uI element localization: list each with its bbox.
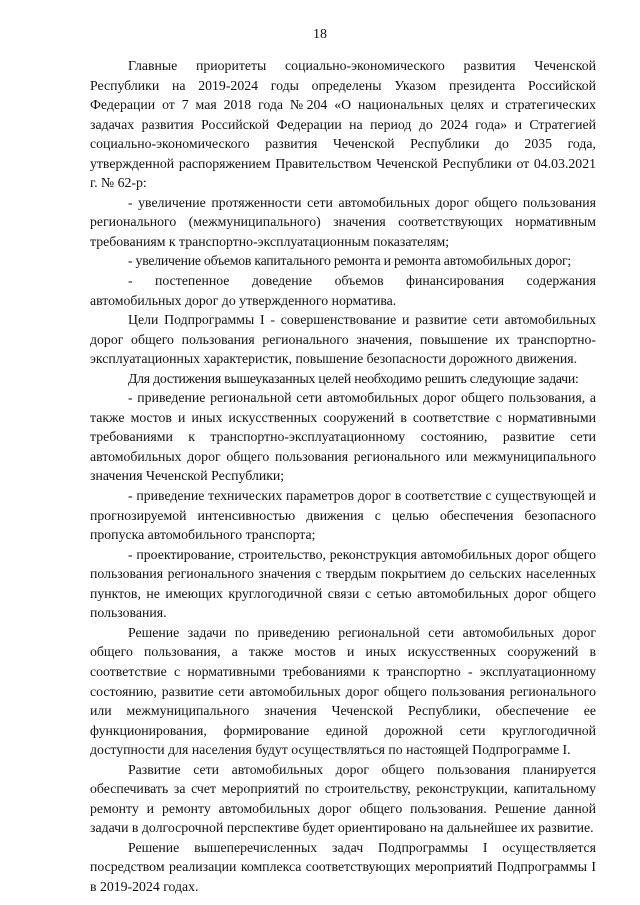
paragraph-task-solution: Решение задачи по приведению региональной сети автомобильных дорог общего пользования, а также мостов и иных искусственных сооружений в соответствие с нормативными требованиями к транспортно - эксплуатационному состоянию, развитие сети автомобильных дорог общего пользования регионального или межмуниципального значения Чеченской Республики, обеспечение ее функционирования, формирование единой дорожной сети круглогодичной доступности для населения будут осуществляться по настоящей Подпрограмме I. <box>90 624 596 758</box>
paragraph-priorities: Главные приоритеты социально-экономического развития Чеченской Республики на 2019-2024 годы определены Указом президента Российской Федерации от 7 мая 2018 года №204 «О национальных целях и стратегических задачах развития Российской Федерации на период до 2024 года» и Стратегией социально-экономического развития Чеченской Республики до 2035 года, утвержденной распоряжением Правительством Чеченской Республики от 04.03.2021 г. № 62-р: <box>90 58 596 191</box>
paragraph-tasks-intro: Для достижения вышеуказанных целей необходимо решить следующие задачи: <box>128 370 579 386</box>
document-body <box>90 56 596 897</box>
paragraph-development: Развитие сети автомобильных дорог общего пользования планируется обеспечивать за счет мероприятий по строительству, реконструкции, капитальному ремонту и ремонту автомобильных дорог общего пользования. Решение данной задачи в долгосрочной перспективе будет ориентировано на дальнейшее их развитие. <box>90 761 596 836</box>
paragraph-implementation: Решение вышеперечисленных задач Подпрограммы I осуществляется посредством реализации комплекса соответствующих мероприятий Подпрограммы I в 2019-2024 годах. <box>90 839 596 894</box>
list-item-construction: - проектирование, строительство, реконструкция автомобильных дорог общего пользования регионального значения с твердым покрытием до сельских населенных пунктов, не имеющих круглогодичной связи с сетью автомобильных дорог общего пользования. <box>90 546 596 621</box>
list-item-funding: - постепенное доведение объемов финансирования содержания автомобильных дорог до утвержденного норматива. <box>90 273 596 308</box>
list-item-network-compliance: - приведение региональной сети автомобильных дорог общего пользования, а также мостов и иных искусственных сооружений в соответствие с нормативными требованиями к транспортно-эксплуатационному состоянию, развитие сети автомобильных дорог общего пользования регионального или межмуниципального значения Чеченской Республики; <box>90 390 596 484</box>
list-item-repair-volume: - увеличение объемов капитального ремонта и ремонта автомобильных дорог; <box>128 253 572 269</box>
paragraph-goals: Цели Подпрограммы I - совершенствование и развитие сети автомобильных дорог общего пользования регионального значения, повышение их транспортно-эксплуатационных характеристик, повышение безопасности дорожного движения. <box>90 312 596 367</box>
list-item-technical-parameters: - приведение технических параметров дорог в соответствие с существующей и прогнозируемой интенсивностью движения с целью обеспечения безопасного пропуска автомобильного транспорта; <box>90 488 596 543</box>
page-number: 18 <box>313 27 327 42</box>
list-item-network-extension: - увеличение протяженности сети автомобильных дорог общего пользования регионального (межмуниципального) значения соответствующих нормативным требованиям к транспортно-эксплуатационным показателям; <box>90 194 596 249</box>
